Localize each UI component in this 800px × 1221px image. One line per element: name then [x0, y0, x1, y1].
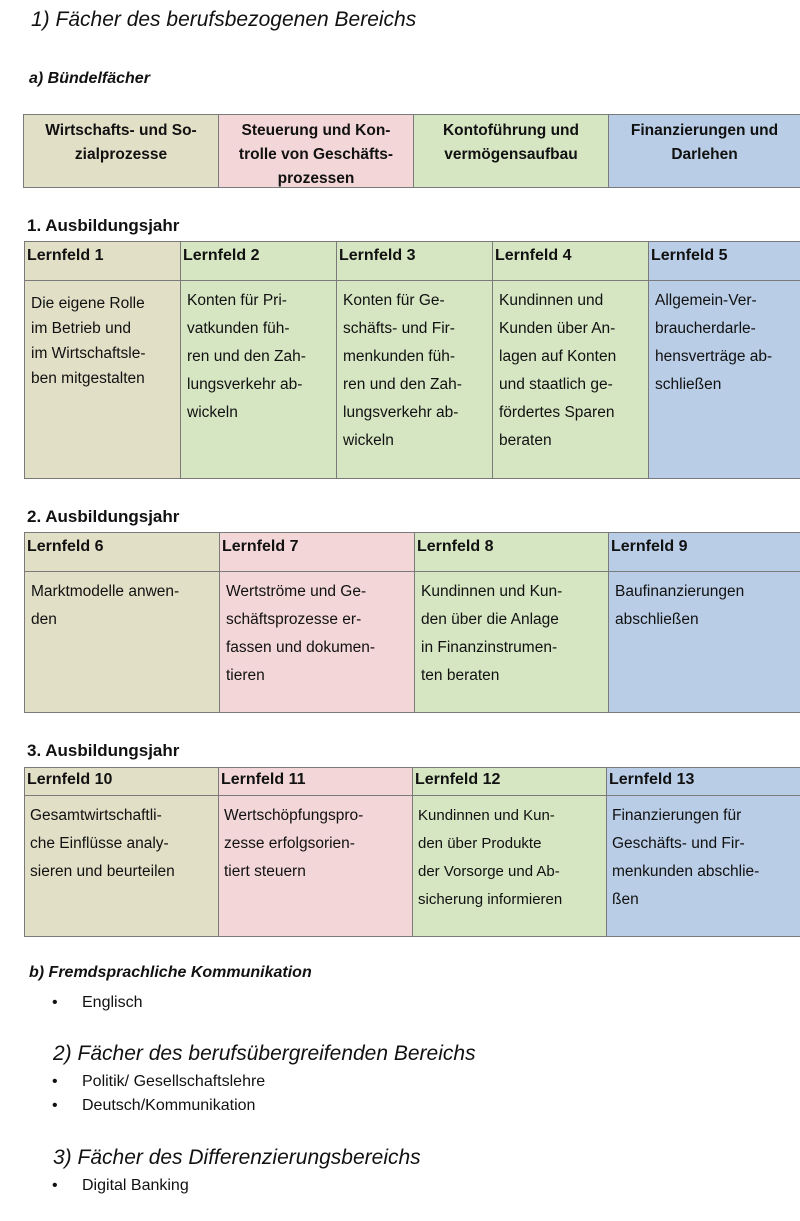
lernfeld-description: Finanzierungen für Geschäfts- und Fir- menkunden abschlie- ßen [606, 795, 800, 937]
lernfeld-description: Baufinanzierungen abschließen [608, 571, 800, 713]
lernfeld-label: Lernfeld 10 [24, 767, 219, 796]
lernfeld-label: Lernfeld 1 [24, 241, 181, 281]
lernfeld-label: Lernfeld 6 [24, 532, 220, 572]
lernfeld-description: Kundinnen und Kun- den über Produkte der Vorsorge und Ab- sicherung informieren [412, 795, 607, 937]
category-cell: Finanzierungen und Darlehen [608, 114, 800, 188]
lernfeld-label: Lernfeld 2 [180, 241, 337, 281]
list-item: • Deutsch/Kommunikation [24, 1094, 265, 1118]
list-item: • Digital Banking [24, 1174, 189, 1198]
year-title: 1. Ausbildungsjahr [27, 216, 180, 235]
foreign-language-list [24, 991, 142, 1015]
lernfeld-description: Konten für Pri- vatkunden füh- ren und den Zah- lungsverkehr ab- wickeln [180, 280, 337, 479]
list-item: • Politik/ Gesellschaftslehre [24, 1070, 265, 1094]
subsection-heading-b: b) Fremdsprachliche Kommunikation [29, 964, 312, 981]
section-heading-2: 2) Fächer des berufsübergreifenden Bereichs [53, 1042, 476, 1065]
list-item: • Englisch [24, 991, 142, 1015]
lernfeld-label: Lernfeld 9 [608, 532, 800, 572]
general-subjects-list [24, 1070, 265, 1118]
year-title: 2. Ausbildungsjahr [27, 507, 180, 526]
lernfeld-description: Gesamtwirtschaftli- che Einflüsse analy- sieren und beurteilen [24, 795, 219, 937]
lernfeld-description: Allgemein-Ver- braucherdarle- hensverträge ab- schließen [648, 280, 800, 479]
lernfeld-label: Lernfeld 12 [412, 767, 607, 796]
lernfeld-label: Lernfeld 4 [492, 241, 649, 281]
year-title: 3. Ausbildungsjahr [27, 741, 180, 760]
category-cell: Kontoführung und vermögensaufbau [413, 114, 609, 188]
lernfeld-description: Konten für Ge- schäfts- und Fir- menkunden füh- ren und den Zah- lungsverkehr ab- wickeln [336, 280, 493, 479]
lernfeld-label: Lernfeld 8 [414, 532, 609, 572]
subsection-heading-a: a) Bündelfächer [29, 70, 150, 87]
lernfeld-description: Wertschöpfungspro- zesse erfolgsorien- tiert steuern [218, 795, 413, 937]
lernfeld-label: Lernfeld 3 [336, 241, 493, 281]
lernfeld-description: Marktmodelle anwen- den [24, 571, 220, 713]
section-heading-3: 3) Fächer des Differenzierungsbereichs [53, 1146, 421, 1169]
lernfeld-description: Wertströme und Ge- schäftsprozesse er- fassen und dokumen- tieren [219, 571, 415, 713]
lernfeld-label: Lernfeld 5 [648, 241, 800, 281]
lernfeld-description: Die eigene Rolle im Betrieb und im Wirtschaftsle- ben mitgestalten [24, 280, 181, 479]
lernfeld-label: Lernfeld 7 [219, 532, 415, 572]
lernfeld-label: Lernfeld 13 [606, 767, 800, 796]
lernfeld-label: Lernfeld 11 [218, 767, 413, 796]
section-heading-1: 1) Fächer des berufsbezogenen Bereichs [31, 8, 417, 31]
lernfeld-description: Kundinnen und Kunden über An- lagen auf Konten und staatlich ge- fördertes Sparen beraten [492, 280, 649, 479]
lernfeld-description: Kundinnen und Kun- den über die Anlage in Finanzinstrumen- ten beraten [414, 571, 609, 713]
category-cell: Steuerung und Kon- trolle von Geschäfts- prozessen [218, 114, 414, 188]
differentiation-list [24, 1174, 189, 1198]
category-cell: Wirtschafts- und So- zialprozesse [23, 114, 219, 188]
